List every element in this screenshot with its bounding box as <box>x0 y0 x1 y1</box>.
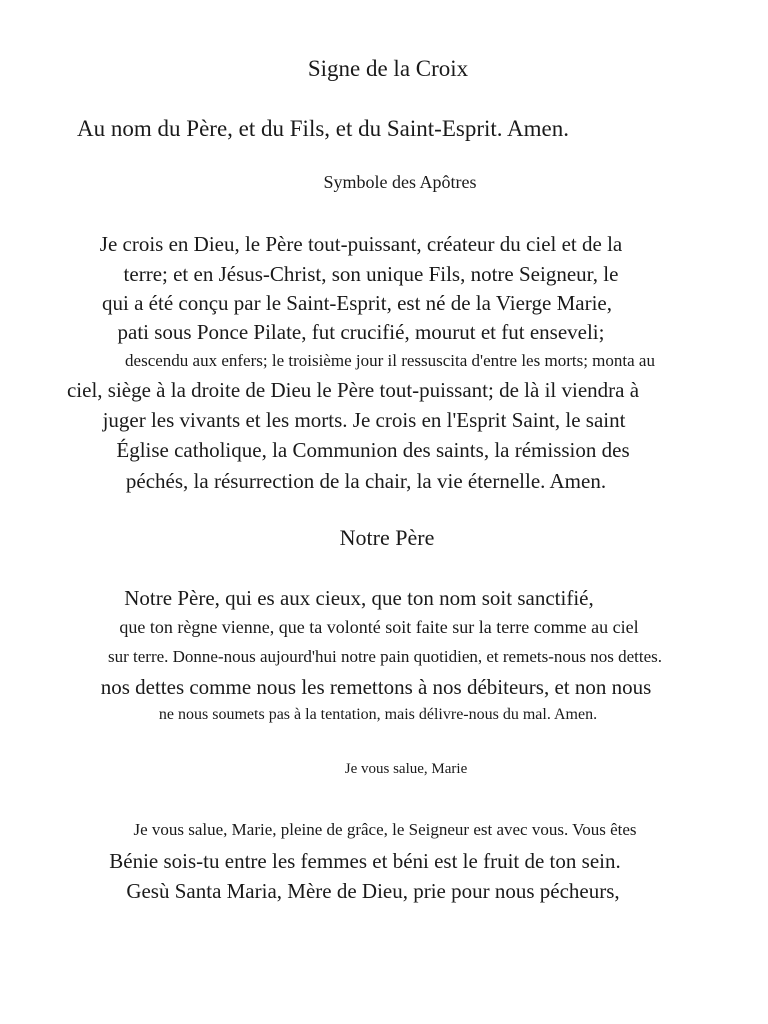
our-father-line: Notre Père, qui es aux cieux, que ton nom soit sanctifié, <box>124 586 594 610</box>
creed-line: Église catholique, la Communion des saints, la rémission des <box>116 438 630 462</box>
our-father-line: ne nous soumets pas à la tentation, mais délivre-nous du mal. Amen. <box>158 706 598 723</box>
creed-line: péchés, la résurrection de la chair, la vie éternelle. Amen. <box>125 469 607 493</box>
creed-line: qui a été conçu par le Saint-Esprit, est né de la Vierge Marie, <box>102 291 612 315</box>
our-father-line: que ton règne vienne, que ta volonté soit faite sur la terre comme au ciel <box>119 617 639 637</box>
our-father-line: sur terre. Donne-nous aujourd'hui notre pain quotidien, et remets-nous nos dettes. <box>107 647 663 666</box>
section-title-our-father: Notre Père <box>339 525 435 550</box>
section-title-sign-of-cross: Signe de la Croix <box>307 56 469 81</box>
hail-mary-line: Je vous salue, Marie, pleine de grâce, le Seigneur est avec vous. Vous êtes <box>133 820 637 839</box>
section-title-apostles-creed: Symbole des Apôtres <box>323 172 477 192</box>
hail-mary-line: Bénie sois-tu entre les femmes et béni est le fruit de ton sein. <box>109 849 621 873</box>
creed-line: juger les vivants et les morts. Je crois en l'Esprit Saint, le saint <box>102 408 626 432</box>
creed-line: ciel, siège à la droite de Dieu le Père tout-puissant; de là il viendra à <box>66 378 640 402</box>
creed-line: descendu aux enfers; le troisième jour il ressuscita d'entre les morts; monta au <box>125 351 655 370</box>
hail-mary-line: Gesù Santa Maria, Mère de Dieu, prie pour nous pécheurs, <box>126 879 620 903</box>
sign-of-cross-text: Au nom du Père, et du Fils, et du Saint-Esprit. Amen. <box>77 116 569 141</box>
creed-line: terre; et en Jésus-Christ, son unique Fils, notre Seigneur, le <box>123 262 619 286</box>
creed-line: pati sous Ponce Pilate, fut crucifié, mourut et fut enseveli; <box>117 320 605 344</box>
our-father-line: nos dettes comme nous les remettons à nos débiteurs, et non nous <box>100 675 652 699</box>
creed-line: Je crois en Dieu, le Père tout-puissant, créateur du ciel et de la <box>99 232 623 256</box>
section-title-hail-mary: Je vous salue, Marie <box>344 761 468 777</box>
